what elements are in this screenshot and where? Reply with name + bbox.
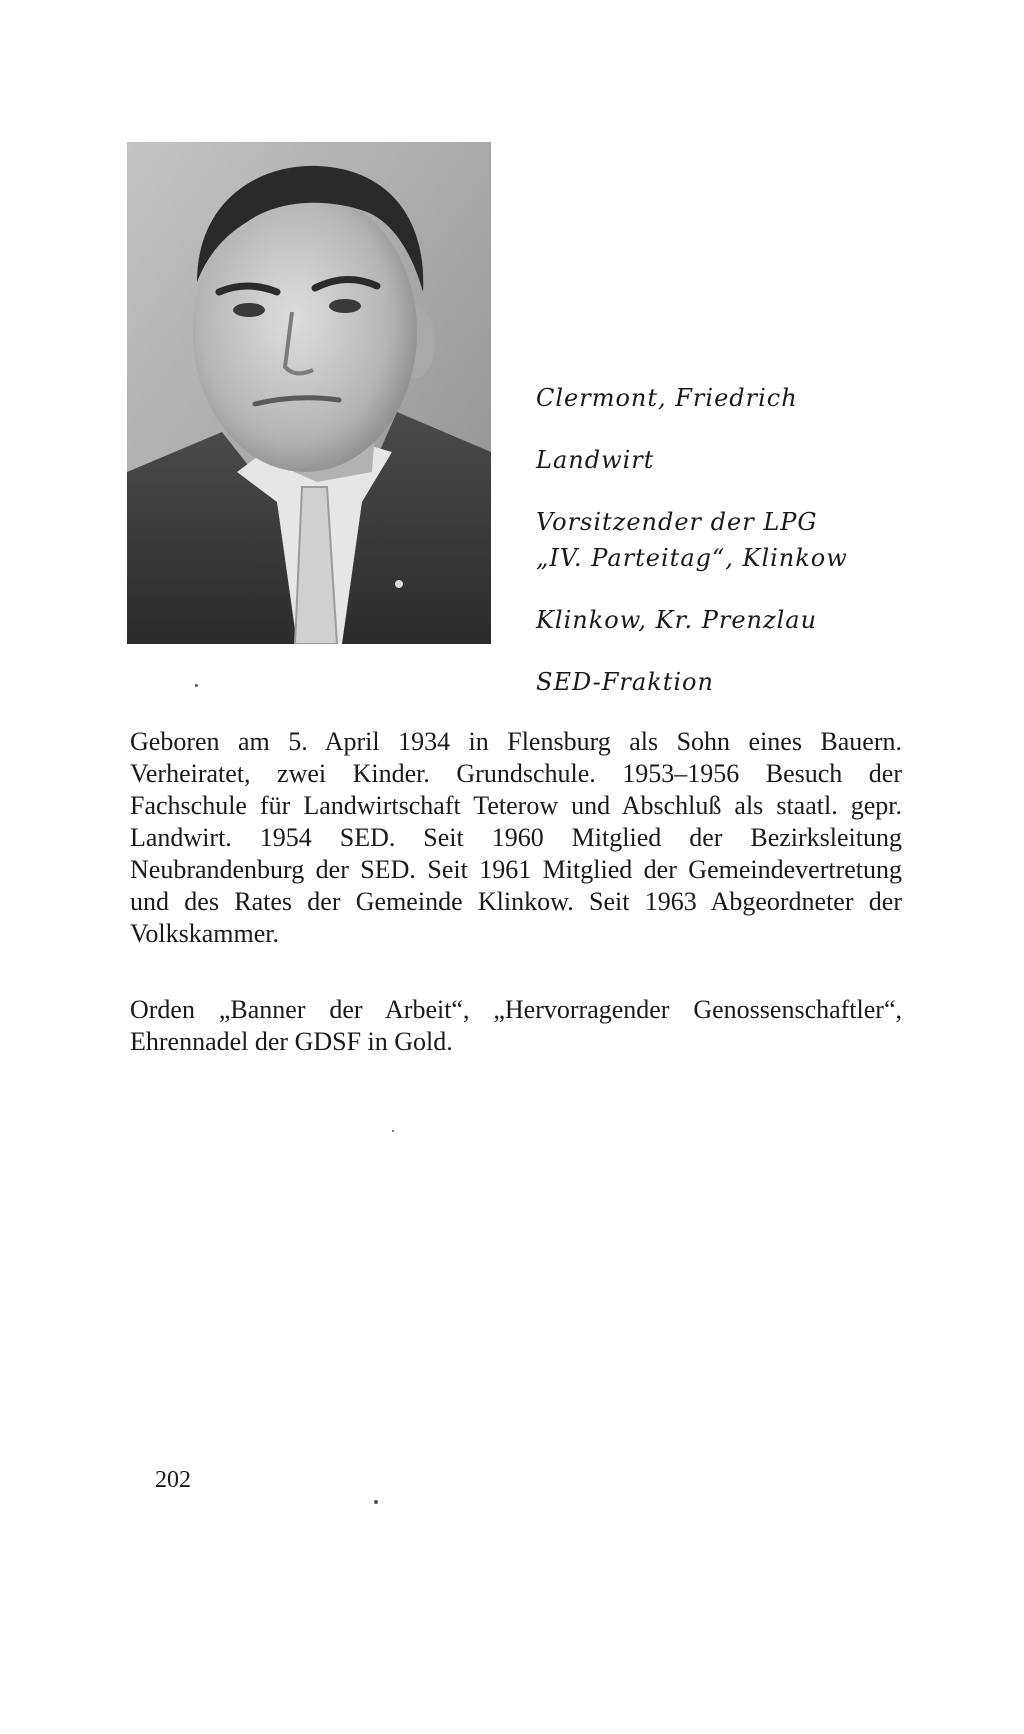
page-number: 202: [155, 1467, 191, 1493]
portrait-photo: [127, 142, 491, 644]
print-speck: [195, 684, 198, 687]
eye-right: [329, 299, 361, 313]
member-address: Klinkow, Kr. Prenzlau: [536, 606, 818, 634]
member-name: Clermont, Friedrich: [536, 384, 798, 412]
eye-left: [233, 303, 265, 317]
member-position-line2: „IV. Parteitag“, Klinkow: [536, 544, 848, 572]
lapel-pin: [395, 580, 403, 588]
member-position-line1: Vorsitzender der LPG: [536, 508, 818, 536]
print-speck: [374, 1500, 378, 1504]
member-profession: Landwirt: [536, 446, 655, 474]
portrait-illustration: [127, 142, 491, 644]
member-faction: SED-Fraktion: [536, 668, 714, 696]
biography-paragraph: Geboren am 5. April 1934 in Flensburg als Sohn eines Bauern. Verheiratet, zwei Kinder. Grundschule. 1953–1956 Besuch der Fachschule für Landwirtschaft Teterow und Abschluß als staatl. gepr. Landwirt. 1954 SED. Seit 1960 Mitglied der Bezirksleitung Neubrandenburg der SED. Seit 1961 Mitglied der Gemeindevertretung und des Rates der Gemeinde Klinkow. Seit 1963 Abgeordneter der Volkskammer.: [130, 727, 902, 948]
print-speck: [392, 1130, 394, 1132]
awards-paragraph: Orden „Banner der Arbeit“, „Hervorragender Genossenschaftler“, Ehrennadel der GDSF in Gold.: [130, 995, 902, 1056]
member-header: [536, 380, 956, 726]
